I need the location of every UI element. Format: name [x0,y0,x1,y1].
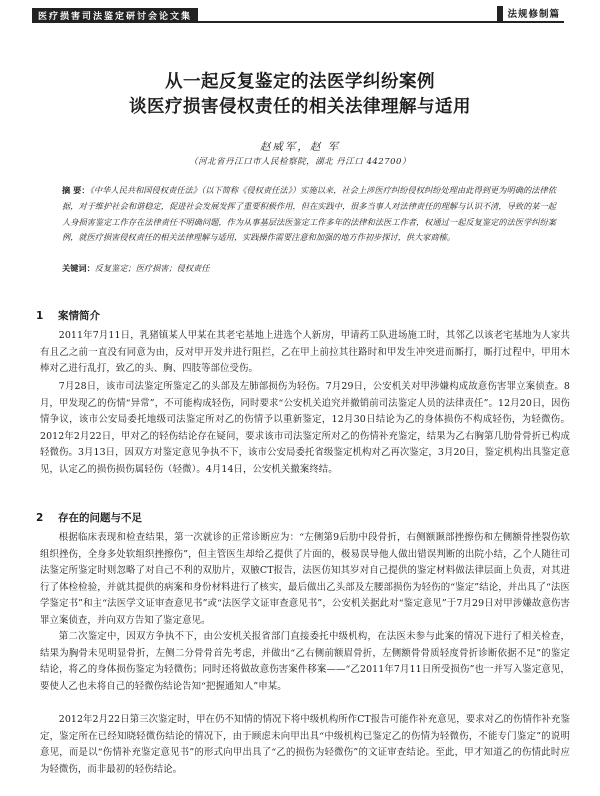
section-heading-1 [36,308,100,323]
keywords-label: 关键词： [62,263,95,273]
keywords-text: 反复鉴定；医疗损害；侵权责任 [94,263,210,273]
section-heading-2 [36,510,142,525]
section-number: 2 [36,512,44,524]
section2-paragraph-3: 2012年2月22日第三次鉴定时，甲在仍不知情的情况下将中级机构所作CT报告可能作补充意见，要求对乙的伤情作补充鉴定，鉴定所在已经知晓轻微伤结论的情况下，由于顾虑未向甲出具“中级机构已鉴定乙的伤情为轻微伤，不能专门鉴定”的说明意见，而是以“伤情补充鉴定意见书”的形式向甲出具了“乙的损伤为轻微伤”的文证审查结论。至此，甲才知道乙的伤情此时应为轻微伤，而非最初的轻伤结论。 [40,714,570,775]
section2-paragraph-1: 根据临床表现和检查结果，第一次就诊的正常诊断应为：“左侧第9后肋中段骨折，右侧额颞部挫擦伤和左侧额骨挫裂伤软组织挫伤，全身多处软组织挫擦伤”，但主管医生却给乙提供了片面的，极易误导他人做出错误判断的出院小结，乙个人随往司法鉴定所鉴定时则忽略了对自己不利的双肋片，双腋CT报告，法医仿知其岁对自己提供的鉴定材料做法律层面上负责，对其进行了体检检验，并就其提供的病案和身份材料进行了核实，最后做出乙头部及左腰部损伤为轻伤的“鉴定”结论，并出具了“法医学鉴定书”和主“法医学文证审查意见书”或“法医学文证审查意见书”，公安机关据此对“鉴定意见”于7月29日对甲涉嫌故意伤害罪立案侦查，并向双方告知了鉴定意见。 [40,532,570,626]
running-header [32,6,564,23]
keywords [62,263,556,274]
authors: 赵威军，赵 军 [259,141,341,153]
running-header-left: 医疗损害司法鉴定研讨会论文集 [32,8,198,23]
section1-paragraph-1: 2011年7月11日，乳猪镇某人甲某在其老宅基地上进选个人新房，甲请药工队进场施工时，其邻乙以该老宅基地为人家共有且乙之前一直没有同意为由，反对甲开发并进行阻拦，乙在甲上前拉其往路时和甲发生冲突进而厮打，厮打过程中，甲用木棒对乙进行乱打，致乙的头、胸、四肢等部位受伤。 [40,330,570,375]
abstract [62,183,556,246]
section2-paragraph-2: 第二次鉴定中，因双方争执不下，由公安机关报省部门直接委托中级机构，在法医未参与此案的情况下进行了相关检查，结果为胸骨未见明显骨折，左侧二分骨骨首先考虑，并做出“乙右侧前额眉骨折，左侧额骨骨质轻度骨折诊断依据不足”的鉴定结论，将乙的身体损伤鉴定为轻微伤；同时还将做故意伤害案件移案——“乙2011年7月11日所受损伤”也一并写入鉴定意见，要使人乙也未将自己的轻微伤结论告知“把握通知人”申某。 [40,631,570,692]
paper-title-line2: 谈医疗损害侵权责任的相关法律理解与适用 [129,97,471,117]
section-number: 1 [36,310,44,322]
section1-paragraph-2: 7月28日，该市司法鉴定所鉴定乙的头部及左肺部损伤为轻伤。7月29日，公安机关对甲涉嫌构成故意伤害罪立案侦查。8月，甲发现乙的伤情“异常”，不可能构成轻伤，同时要求“公安机关追究并撤销前司法鉴定人员的法律责任”。12月20日，因伤情争议，该市公安局委托地级司法鉴定所对乙的伤情予以重新鉴定，12月30日结论为乙的身体损伤不构成轻伤，为轻微伤。2012年2月22日，甲对乙的轻伤结论存在疑问，要求该市司法鉴定所对乙的伤情补充鉴定，结果为乙右胸第几肋骨骨折已构成轻微伤。3月13日，因双方对鉴定意见争执不下，该市公安局委托省级鉴定机构对乙再次鉴定，3月20日，鉴定机构出具鉴定意见，认定乙的损伤损伤属轻伤（轻微）。4月14日，公安机关撤案终结。 [40,381,570,475]
abstract-label: 摘 要： [62,185,90,195]
section-title: 案情简介 [58,310,100,322]
affiliation: （河北省丹江口市人民检察院，湖北 丹江口 442700） [189,157,411,167]
paper-title-line1: 从一起反复鉴定的法医学纠纷案例 [165,72,435,92]
running-header-right: 法规修制篇 [497,6,564,21]
abstract-text: 《中华人民共和国侵权责任法》（以下简称《侵权责任法》）实施以来，社会上涉医疗纠纷侵权纠纷处理由此得到更为明确的法律依据，对于维护社会和谐稳定，促进社会发展发挥了重要积极作用，但在实践中，很多当事人对法律责任的理解与认识不清，导致的某一起人身损害鉴定工作存在法律责任不明确问题，作为从事基层法医鉴定工作多年的法律和法医工作者，权通过一起反复鉴定的法医学纠纷案例，就医疗损害侵权责任的相关法律理解与适用，实践操作需要注意和加强的地方作初步探讨，供大家商榷。 [62,185,557,243]
section-title: 存在的问题与不足 [58,512,142,524]
